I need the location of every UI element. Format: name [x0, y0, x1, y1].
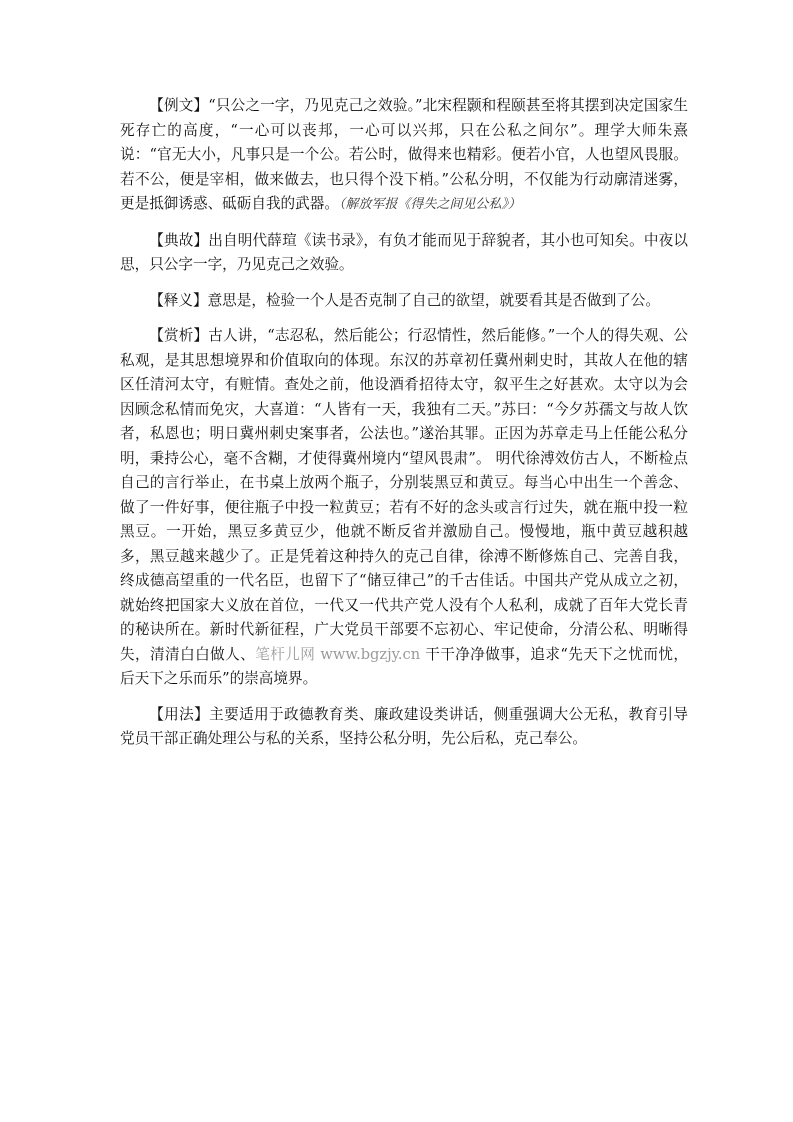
paragraph-text-continued: 干干净净做事，追求“先天下之忧而忧，后天下之乐而乐”的崇高境界。: [120, 645, 688, 687]
paragraph-diangu: [120, 229, 688, 278]
paragraph-text: 主要适用于政德教育类、廉政建设类讲话，侧重强调大公无私，教育引导党员干部正确处理公与私的关系，坚持公私分明，先公后私，克己奉公。: [120, 705, 688, 747]
paragraph-label: 【释义】: [149, 291, 208, 309]
paragraph-label: 【赏析】: [149, 327, 209, 344]
paragraph-shangxi: [120, 324, 688, 692]
paragraph-text: “只公之一字，乃见克己之效验。”北宋程颢和程颐甚至将其摆到决定国家生死存亡的高度，“一心可以丧邦，一心可以兴邦，只在公私之间尔”。理学大师朱熹说：“官无大小，凡事只是一个公。若公时，做得来也精彩。便若小官，人也望风畏服。若不公，便是宰相，做来做去，也只得个没下梢。”公私分明，不仅能为行动廓清迷雾，更是抵御诱惑、砥砺自我的武器。: [120, 97, 688, 212]
paragraph-liwen: [120, 94, 688, 218]
paragraph-label: 【典故】: [149, 231, 209, 249]
watermark-text: 笔杆儿网 www.bgzjy.cn: [255, 645, 421, 663]
paragraph-text: 意思是，检验一个人是否克制了自己的欲望，就要看其是否做到了公。: [207, 291, 660, 309]
paragraph-yongfa: [120, 703, 688, 752]
paragraph-label: 【例文】: [149, 97, 209, 114]
paragraph-text: 古人讲，“志忍私，然后能公；行忍情性，然后能修。”一个人的得失观、公私观，是其思想境界和价值取向的体现。东汉的苏章初任冀州刺史时，其故人在他的辖区任清河太守，有赃情。查处之前，他设酒肴招待太守，叙平生之好甚欢。太守以为会因顾念私情而免灾，大喜道：“人皆有一天，我独有二天。”苏曰：“今夕苏孺文与故人饮者，私恩也；明日冀州刺史案事者，公法也。”遂治其罪。正因为苏章走马上任能公私分明，秉持公心，毫不含糊，才使得冀州境内“望风畏肃”。 明代徐溥效仿古人，不断检点自己的言行举止，在书桌上放两个瓶子，分别装黑豆和黄豆。每当心中出生一个善念、做了一件好事，便往瓶子中投一粒黄豆；若有不好的念头或言行过失，就在瓶中投一粒黑豆。一开始，黑豆多黄豆少，他就不断反省并激励自己。慢慢地，瓶中黄豆越积越多，黑豆越来越少了。正是凭着这种持久的克己自律，徐溥不断修炼自己、完善自我，终成德高望重的一代名臣，也留下了“储豆律己”的千古佳话。中国共产党从成立之初，就始终把国家大义放在首位，一代又一代共产党人没有个人私利，成就了百年大党长青的秘诀所在。新时代新征程，广大党员干部要不忘初心、牢记使命，分清公私、明晰得失，清清白白做人、: [120, 327, 688, 663]
paragraph-label: 【用法】: [149, 705, 210, 723]
source-citation: （解放军报《得失之间见公私》）: [338, 197, 521, 212]
document-body: [120, 94, 688, 763]
paragraph-text: 出自明代薛瑄《读书录》，有负才能而见于辞貌者，其小也可知矣。中夜以思，只公字一字，乃见克己之效验。: [120, 231, 688, 273]
paragraph-shiyi: [120, 289, 688, 314]
